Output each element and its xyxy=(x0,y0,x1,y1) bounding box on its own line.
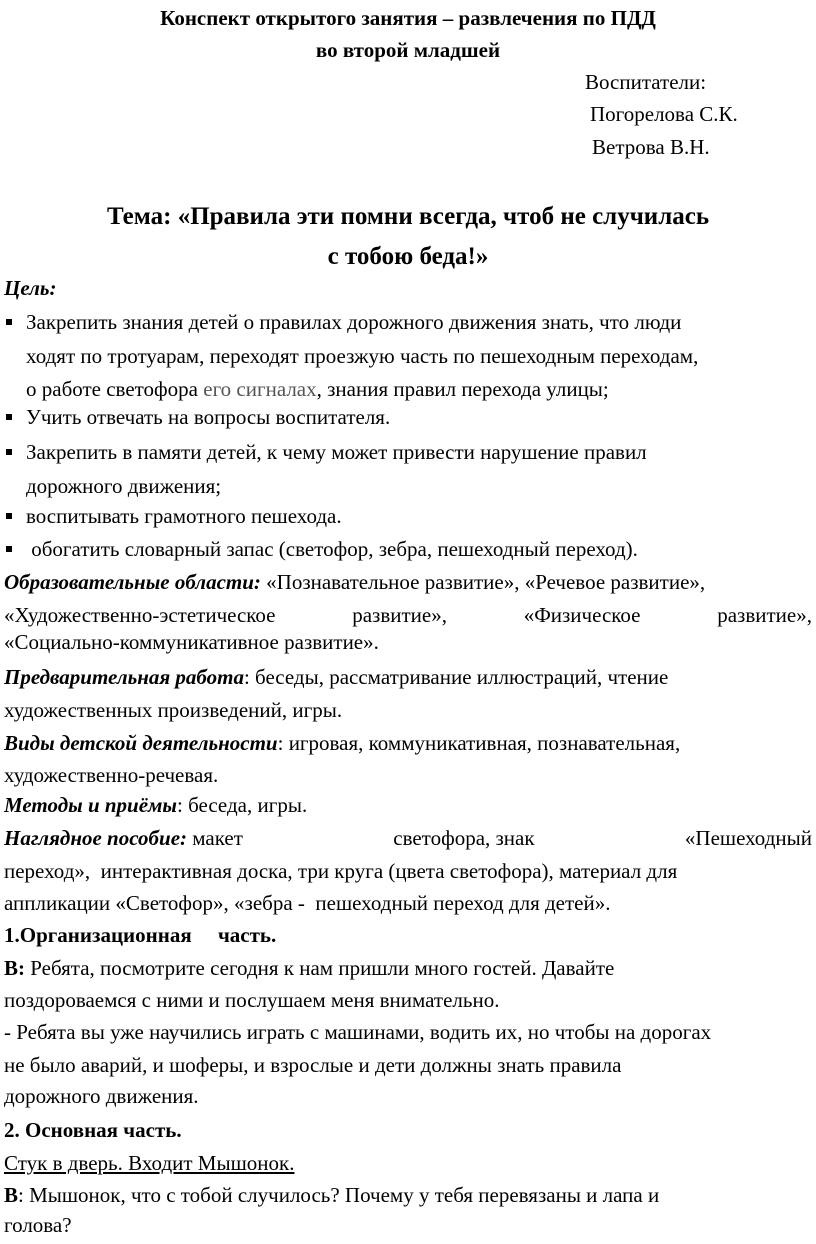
areas-word: «Художественно-эстетическое xyxy=(4,603,276,627)
speaker-label: В xyxy=(4,1183,19,1207)
visual-word: «Пешеходный xyxy=(684,826,812,850)
part1-p1-line2: поздороваемся с ними и послушаем меня внимательно. xyxy=(4,988,500,1012)
goal-bullet-5 xyxy=(4,533,812,567)
bullet-line: Закрепить знания детей о правилах дорожного движения знать, что люди xyxy=(26,310,682,334)
goal-bullet-2 xyxy=(4,401,812,435)
visual-line2: переход», интерактивная доска, три круга (цвета светофора), материал для xyxy=(4,859,678,883)
visual-label: Наглядное пособие: xyxy=(4,826,188,850)
stage-note xyxy=(4,1147,812,1181)
areas-label: Образовательные области: xyxy=(4,570,261,594)
activities-line1 xyxy=(4,727,812,761)
areas-text: «Познавательное развитие», «Речевое развитие», xyxy=(260,570,706,594)
bullet-line: воспитывать грамотного пешехода. xyxy=(26,504,342,528)
part2-q-line2: голова? xyxy=(4,1213,72,1237)
areas-word: развитие», xyxy=(717,603,812,627)
areas-line3: «Социально-коммуникативное развитие». xyxy=(4,630,379,654)
part2-q-line1 xyxy=(4,1179,812,1213)
part1-p1-line1 xyxy=(4,952,812,986)
part1-p2-line2: не было аварий, и шоферы, и взрослые и дети должны знать правила xyxy=(4,1053,622,1077)
methods-label: Методы и приёмы xyxy=(4,793,178,817)
areas-line1 xyxy=(4,566,812,600)
dialogue-text: : Мышонок, что с тобой случилось? Почему у тебя перевязаны и лапа и xyxy=(18,1183,660,1207)
part1-heading: 1.Организационная часть. xyxy=(4,923,277,947)
prework-line1 xyxy=(4,661,812,695)
goal-bullet-3 xyxy=(4,436,812,504)
square-bullet-icon xyxy=(6,546,12,552)
visual-line3: аппликации «Светофор», «зебра - пешеходный переход для детей». xyxy=(4,891,611,915)
activities-text: : игровая, коммуникативная, познавательная, xyxy=(277,731,681,755)
visual-word: светофора, знак xyxy=(393,826,535,850)
activities-label: Виды детской деятельности xyxy=(4,731,278,755)
part2-heading: 2. Основная часть. xyxy=(4,1118,182,1142)
square-bullet-icon xyxy=(6,513,12,519)
square-bullet-icon xyxy=(6,319,12,325)
methods-line xyxy=(4,789,812,823)
topic-line1: Тема: «Правила эти помни всегда, чтоб не случилась xyxy=(106,203,710,230)
goal-bullet-1 xyxy=(4,306,812,407)
document-title-line1: Конспект открытого занятия – развлечения по ПДД xyxy=(160,6,656,30)
speaker-label: В: xyxy=(4,956,25,980)
stage-note-text: Стук в дверь. Входит Мышонок. xyxy=(4,1151,295,1175)
activities-line2: художественно-речевая. xyxy=(4,763,219,787)
topic-line2: с тобою беда!» xyxy=(327,243,489,270)
methods-text: : беседа, игры. xyxy=(177,793,308,817)
bullet-line: Закрепить в памяти детей, к чему может привести нарушение правил xyxy=(26,440,647,464)
areas-word: развитие», xyxy=(352,603,447,627)
bullet-text: , знания правил перехода улицы; xyxy=(316,377,609,401)
teacher-name-2: Ветрова В.Н. xyxy=(592,135,710,159)
prework-text: : беседы, рассматривание иллюстраций, чтение xyxy=(243,665,669,689)
dialogue-text: Ребята, посмотрите сегодня к нам пришли много гостей. Давайте xyxy=(25,956,615,980)
bullet-text-highlight: его сигналах xyxy=(203,377,317,401)
teacher-name-1: Погорелова С.К. xyxy=(590,102,738,126)
square-bullet-icon xyxy=(6,449,12,455)
bullet-text: о работе светофора xyxy=(26,377,204,401)
teachers-label: Воспитатели: xyxy=(585,70,707,94)
prework-line2: художественных произведений, игры. xyxy=(4,698,343,722)
bullet-line: дорожного движения; xyxy=(26,473,222,498)
visual-label-group xyxy=(4,822,243,856)
square-bullet-icon xyxy=(6,414,12,420)
goal-label: Цель: xyxy=(4,276,57,300)
bullet-line: Учить отвечать на вопросы воспитателя. xyxy=(26,405,391,429)
bullet-line: обогатить словарный запас (светофор, зебра, пешеходный переход). xyxy=(26,537,638,561)
part1-p2-line3: дорожного движения. xyxy=(4,1084,199,1108)
goal-heading xyxy=(4,272,812,306)
visual-word: макет xyxy=(192,826,243,850)
prework-label: Предварительная работа xyxy=(4,665,244,689)
bullet-line: ходят по тротуарам, переходят проезжую часть по пешеходным переходам, xyxy=(26,343,699,368)
visual-line1 xyxy=(4,822,812,856)
document-title-line2: во второй младшей xyxy=(315,38,501,62)
goal-bullet-4 xyxy=(4,500,812,534)
part1-p2-line1: - Ребята вы уже научились играть с машинами, водить их, но чтобы на дорогах xyxy=(4,1020,712,1044)
areas-word: «Физическое xyxy=(523,603,641,627)
